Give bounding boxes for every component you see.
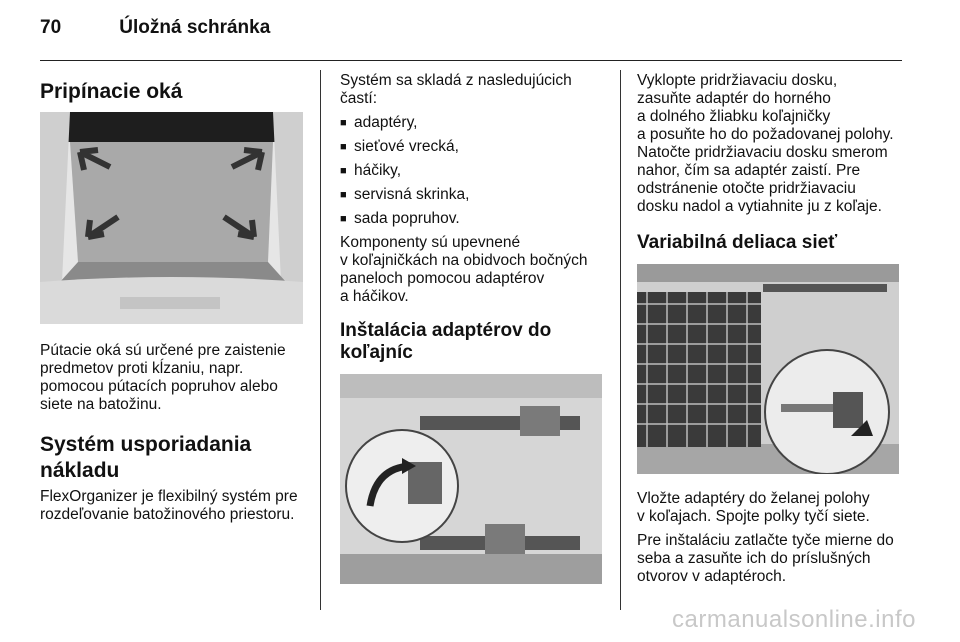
column-divider-2 [620, 70, 621, 610]
column-3 [637, 72, 907, 592]
flexorganizer-text: FlexOrganizer je flexibilný systém pre rozdeľovanie batožinového priestoru. [40, 488, 298, 523]
divider-net-figure [637, 264, 899, 474]
lashing-eyes-figure [40, 112, 303, 324]
section-title-lashing-eyes: Pripínacie oká [40, 80, 183, 103]
net-install-text: Pre inštaláciu zatlačte tyče mierne do seba a zasuňte ich do príslušných otvorov v adaptéroch. [637, 532, 894, 585]
page-number: 70 [40, 17, 62, 38]
column-divider-1 [320, 70, 321, 610]
chapter-title: Úložná schránka [119, 17, 271, 38]
page-header [40, 17, 270, 39]
section-title-adapter-install: Inštalácia adaptérov do koľajníc [340, 320, 552, 363]
net-adapter-text: Vložte adaptéry do želanej polohy v koľajach. Spojte polky tyčí siete. [637, 490, 870, 525]
lashing-eyes-text: Pútacie oká sú určené pre zaistenie predmetov proti kĺzaniu, napr. pomocou pútacích popruhov alebo siete na batožinu. [40, 342, 286, 413]
section-title-load-system: Systém usporiadania nákladu [40, 433, 252, 482]
header-rule [40, 60, 902, 61]
section-title-divider-net: Variabilná deliaca sieť [637, 232, 838, 253]
components-text: Komponenty sú upevnené v koľajničkách na obidvoch bočných paneloch pomocou adaptérov a háčikov. [340, 234, 588, 305]
list-item: ■ sada popruhov. [340, 210, 610, 228]
watermark: carmanualsonline.info [672, 606, 916, 633]
list-item: ■ adaptéry, [340, 114, 610, 132]
parts-list [340, 114, 610, 228]
list-item: ■ sieťové vrecká, [340, 138, 610, 156]
adapter-instructions-text: Vyklopte pridržiavaciu dosku, zasuňte adaptér do horného a dolného žliabku koľajničky a posuňte ho do požadovanej polohy. Natočte pridržiavaciu dosku smerom nahor, čím sa adaptér zaistí. Pre odstránenie otočte pridržiavaciu dosku nadol a vytiahnite ju z koľaje. [637, 72, 894, 215]
column-2 [340, 72, 610, 584]
list-item: ■ háčiky, [340, 162, 610, 180]
column-1 [40, 80, 305, 530]
adapter-install-figure [340, 374, 602, 584]
parts-intro-text: Systém sa skladá z nasledujúcich častí: [340, 72, 572, 107]
list-item: ■ servisná skrinka, [340, 186, 610, 204]
